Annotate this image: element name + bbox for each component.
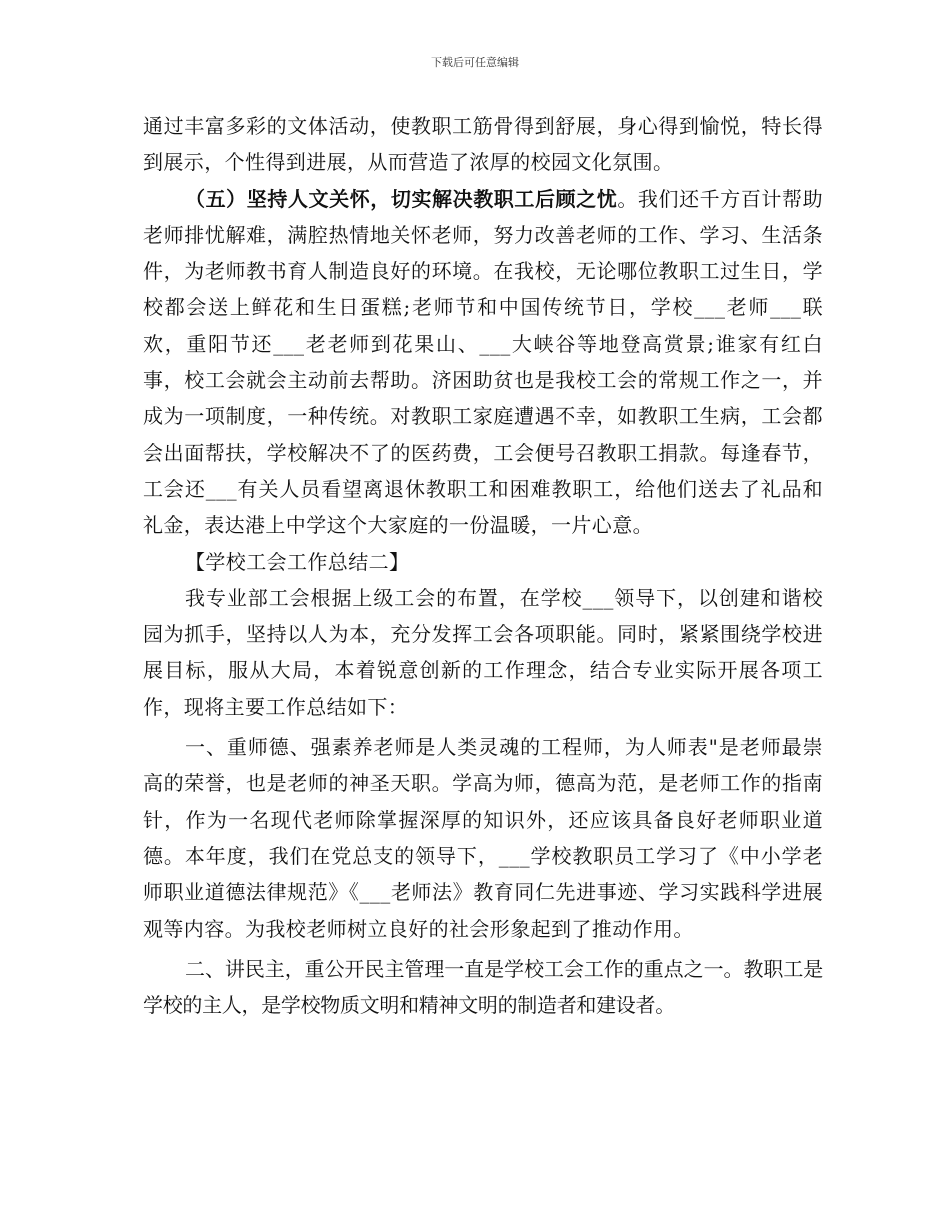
paragraph-humanistic-care [143, 181, 823, 544]
page-header: 下载后可任意编辑 [431, 56, 519, 69]
paragraph-democracy: 二、讲民主，重公开民主管理一直是学校工会工作的重点之一。教职工是学校的主人，是学校物质文明和精神文明的制造者和建设者。 [143, 956, 823, 1018]
section-heading-5: （五）坚持人文关怀，切实解决教职工后顾之忧 [185, 186, 618, 211]
paragraph-cultural-activities: 通过丰富多彩的文体活动，使教职工筋骨得到舒展，身心得到愉悦，特长得到展示，个性得到进展，从而营造了浓厚的校园文化氛围。 [143, 114, 823, 175]
summary-two-title: 【学校工会工作总结二】 [185, 549, 410, 574]
paragraph-humanistic-care-text: 。我们还千方百计帮助老师排忧解难，满腔热情地关怀老师，努力改善老师的工作、学习、生活条件，为老师教书育人制造良好的环境。在我校，无论哪位教职工过生日，学校都会送上鲜花和生日蛋糕;老师节和中国传统节日，学校___老师___联欢，重阳节还___老老师到花果山、___大峡谷等地登高赏景;谁家有红白事，校工会就会主动前去帮助。济困助贫也是我校工会的常规工作之一，并成为一项制度，一种传统。对教职工家庭遭遇不幸，如教职工生病，工会都会出面帮扶，学校解决不了的医药费，工会便号召教职工捐款。每逢春节，工会还___有关人员看望离退休教职工和困难教职工，给他们送去了礼品和礼金，表达港上中学这个大家庭的一份温暖，一片心意。 [143, 186, 824, 538]
document-body [143, 108, 823, 1023]
paragraph-union-overview: 我专业部工会根据上级工会的布置，在学校___领导下，以创建和谐校园为抓手，坚持以人为本，充分发挥工会各项职能。同时，紧紧围绕学校进展目标，服从大局，本着锐意创新的工作理念，结合专业实际开展各项工作，现将主要工作总结如下： [143, 585, 823, 719]
paragraph-teacher-ethics: 一、重师德、强素养老师是人类灵魂的工程师，为人师表"是老师最崇高的荣誉，也是老师的神圣天职。学高为师，德高为范，是老师工作的指南针，作为一名现代老师除掌握深厚的知识外，还应该具备良好老师职业道德。本年度，我们在党总支的领导下，___学校教职员工学习了《中小学老师职业道德法律规范》《___老师法》教育同仁先进事迹、学习实践科学进展观等内容。为我校老师树立良好的社会形象起到了推动作用。 [143, 735, 823, 941]
